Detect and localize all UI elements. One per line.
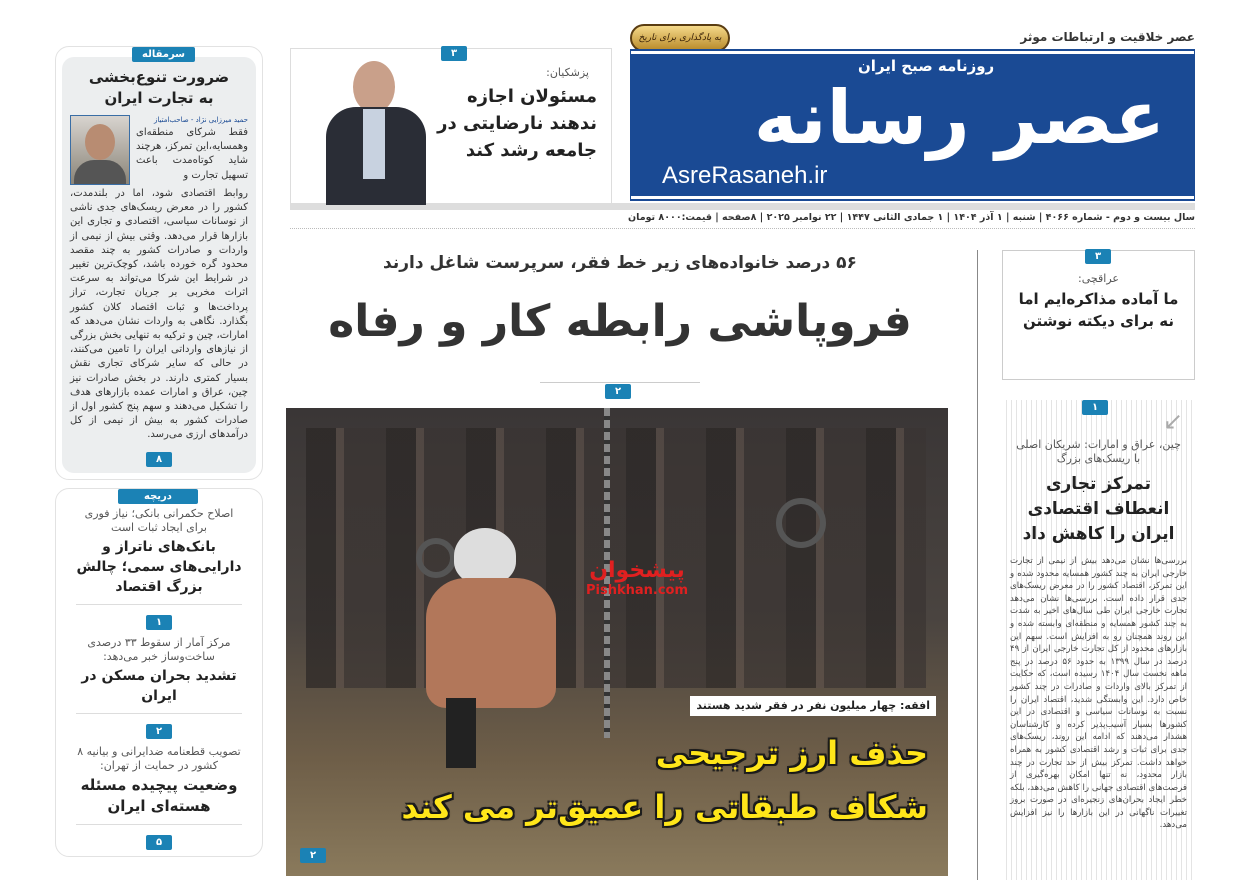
right-top-story[interactable] — [1002, 250, 1195, 380]
editorial-inner — [62, 57, 256, 473]
page-badge[interactable]: ۱ — [146, 615, 172, 630]
page-badge[interactable]: ۵ — [146, 835, 172, 850]
gold-badge-logo: به یادگذاری برای تاریخ — [630, 24, 730, 52]
item-kicker: اصلاح حکمرانی بانکی؛ نیاز فوری برای ایجاد ثبات است — [84, 506, 234, 534]
worker-figure — [406, 528, 566, 768]
right-story-headline: تمرکز تجاری انعطاف اقتصادی ایران را کاهش داد — [1022, 474, 1175, 544]
masthead-slogan: عصر خلاقیت و ارتباطات موثر — [1020, 30, 1195, 44]
top-story-headline: مسئولان اجازه ندهند نارضایتی در جامعه رشد کند — [437, 86, 597, 161]
author-photo — [70, 115, 130, 185]
right-top-kicker: عراقچی: — [1078, 272, 1119, 285]
page-badge[interactable]: ۲ — [605, 384, 631, 399]
item-headline: تشدید بحران مسکن در ایران — [81, 667, 237, 704]
item-kicker: تصویب قطعنامه ضدایرانی و بیانیه ۸ کشور در حمایت از تهران: — [77, 744, 241, 772]
left-column — [55, 46, 263, 888]
main-photo[interactable] — [286, 408, 948, 876]
main-kicker: ۵۶ درصد خانواده‌های زیر خط فقر، سرپرست شاغل دارند — [383, 253, 857, 273]
divider — [540, 382, 700, 383]
top-story-kicker: پزشکیان: — [546, 66, 589, 79]
divider — [76, 604, 242, 605]
window-item[interactable] — [56, 745, 262, 850]
dateline-divider — [290, 228, 1195, 229]
masthead-site: AsreRasaneh.ir — [662, 162, 828, 189]
right-story-body: بررسی‌ها نشان می‌دهد بیش از نیمی از تجارت خارجی ایران به چند کشور همسایه محدود شده و این تمرکز، اقتصاد کشور را در معرض ریسک‌های جدی قرار داده است. بررسی‌ها نشان می‌دهد تجارت خارجی ایران طی سال‌های اخیر به شدت به چند کشور همسایه و منطقه‌ای وابسته شده و این روند همچنان رو به افزایش است. سهم این بازارهای محدود از کل تجارت خارجی ایران از ۴۹ درصد در سال ۱۳۹۹ به حدود ۵۶ درصد در پنج ماهه نخست سال ۱۴۰۴ رسیده است، که حکایت از تمرکز بالای واردات و صادرات در چند کشور خاص دارد. این وابستگی شدید، اقتصاد ایران را نسبت به نوسانات سیاسی و اقتصادی در این کشورها بسیار آسیب‌پذیر کرده و کارشناسان هشدار می‌دهند که ادامه این روند، ریسک‌های جدی برای ثبات و رشد اقتصادی کشور به همراه خواهد داشت. تمرکز بیش از حد تجارت در چند بازار محدود، نه تنها امکان بهره‌گیری از فرصت‌های اقتصادی جهانی را کاهش می‌دهد، بلکه خطر ایجاد بحران‌های زنجیره‌ای در صورت بروز تغییرات ناگهانی در این بازارها را نیز افزایش می‌دهد. — [1010, 556, 1187, 831]
window-item[interactable] — [56, 636, 262, 739]
arrow-icon: ↙ — [1162, 407, 1183, 435]
right-story[interactable] — [1002, 400, 1195, 880]
dateline: سال بیست و دوم - شماره ۴۰۶۶ | شنبه | ۱ آذر ۱۴۰۴ | ۱ جمادی الثانی ۱۴۴۷ | ۲۲ نوامبر ۲۰۲۵ | ۸صفحه | قیمت:۸۰۰۰ تومان — [628, 212, 1195, 223]
editorial-card — [55, 46, 263, 480]
person-photo — [321, 57, 431, 205]
page-badge[interactable]: ۲ — [300, 848, 326, 863]
page-badge[interactable]: ۱ — [1082, 400, 1108, 415]
photo-headline-1[interactable]: حذف ارز ترجیحی — [655, 734, 928, 772]
watermark-text: پیشخوان — [589, 558, 685, 583]
right-top-headline: ما آماده مذاکره‌ایم اما نه برای دیکته نوشتن — [1018, 290, 1179, 330]
item-headline: بانک‌های ناتراز و دارایی‌های سمی؛ چالش بزرگ اقتصاد — [76, 538, 242, 595]
photo-caption: افقه: چهار میلیون نفر در فقر شدید هستند — [690, 696, 936, 716]
editorial-title[interactable]: ضرورت تنوع‌بخشی به تجارت ایران — [88, 68, 230, 107]
editorial-lead: فقط شرکای منطقه‌ای وهمسایه،این تمرکز، هرچند شاید کوتاه‌مدت باعث تسهیل تجارت و — [136, 127, 248, 181]
page-badge[interactable]: ۸ — [146, 452, 172, 467]
section-label[interactable]: سرمقاله — [132, 47, 195, 62]
masthead-banner — [630, 54, 1195, 196]
item-kicker: مرکز آمار از سقوط ۳۳ درصدی ساخت‌وساز خبر می‌دهد: — [87, 635, 231, 663]
divider — [76, 713, 242, 714]
page-badge[interactable]: ۲ — [146, 724, 172, 739]
window-item[interactable] — [56, 507, 262, 630]
window-card — [55, 488, 263, 857]
main-headline[interactable]: فروپاشی رابطه کار و رفاه — [328, 296, 912, 347]
top-story[interactable] — [290, 48, 612, 204]
author-name: حمید میرزایی نژاد - صاحب‌امتیاز — [153, 116, 248, 124]
masthead-title: عصر رسانه — [753, 75, 1165, 161]
page-badge[interactable]: ۳ — [1085, 249, 1111, 264]
masthead-subtitle: روزنامه صبح ایران — [858, 57, 995, 75]
right-story-kicker: چین، عراق و امارات: شریکان اصلی با ریسک‌های بزرگ — [1016, 438, 1181, 465]
watermark-url: Pishkhan.com — [586, 583, 689, 598]
column-rule — [977, 250, 978, 880]
editorial-body: روابط اقتصادی شود، اما در بلندمدت، کشور را در معرض ریسک‌های جدی ناشی از نوسانات سیاسی، اقتصادی و تجاری این بازارها قرار می‌دهد. وقتی بیش از نیمی از واردات و صادرات کشور به چند مقصد محدود گره خورده باشد، کوچک‌ترین تغییر در شرایط این شرکا می‌تواند به سرعت اثرات مخربی بر جریان تجارت، تراز پرداخت‌ها و ثبات اقتصاد کلان کشور بگذارد. نگاهی به واردات نشان می‌دهد که امارات، چین و ترکیه به تنهایی بخش بزرگی از نیازهای وارداتی ایران را تامین می‌کنند، در حالی که سایر شرکای تجاری نقش بسیار کمتری دارند. در بخش صادرات نیز چین، عراق و امارات عمده بازارهای هدف را تشکیل می‌دهند و سهم پنج کشور اول از صادرات کشور به بیش از نیمی از کل درآمدهای ارزی می‌رسد. — [70, 188, 248, 441]
photo-headline-2[interactable]: شکاف طبقاتی را عمیق‌تر می کند — [401, 788, 928, 826]
item-headline: وضعیت پیچیده مسئله هسته‌ای ایران — [80, 775, 238, 815]
page-badge[interactable]: ۳ — [441, 46, 467, 61]
watermark — [586, 558, 688, 598]
divider — [76, 824, 242, 825]
section-label[interactable]: دریچه — [118, 489, 198, 504]
